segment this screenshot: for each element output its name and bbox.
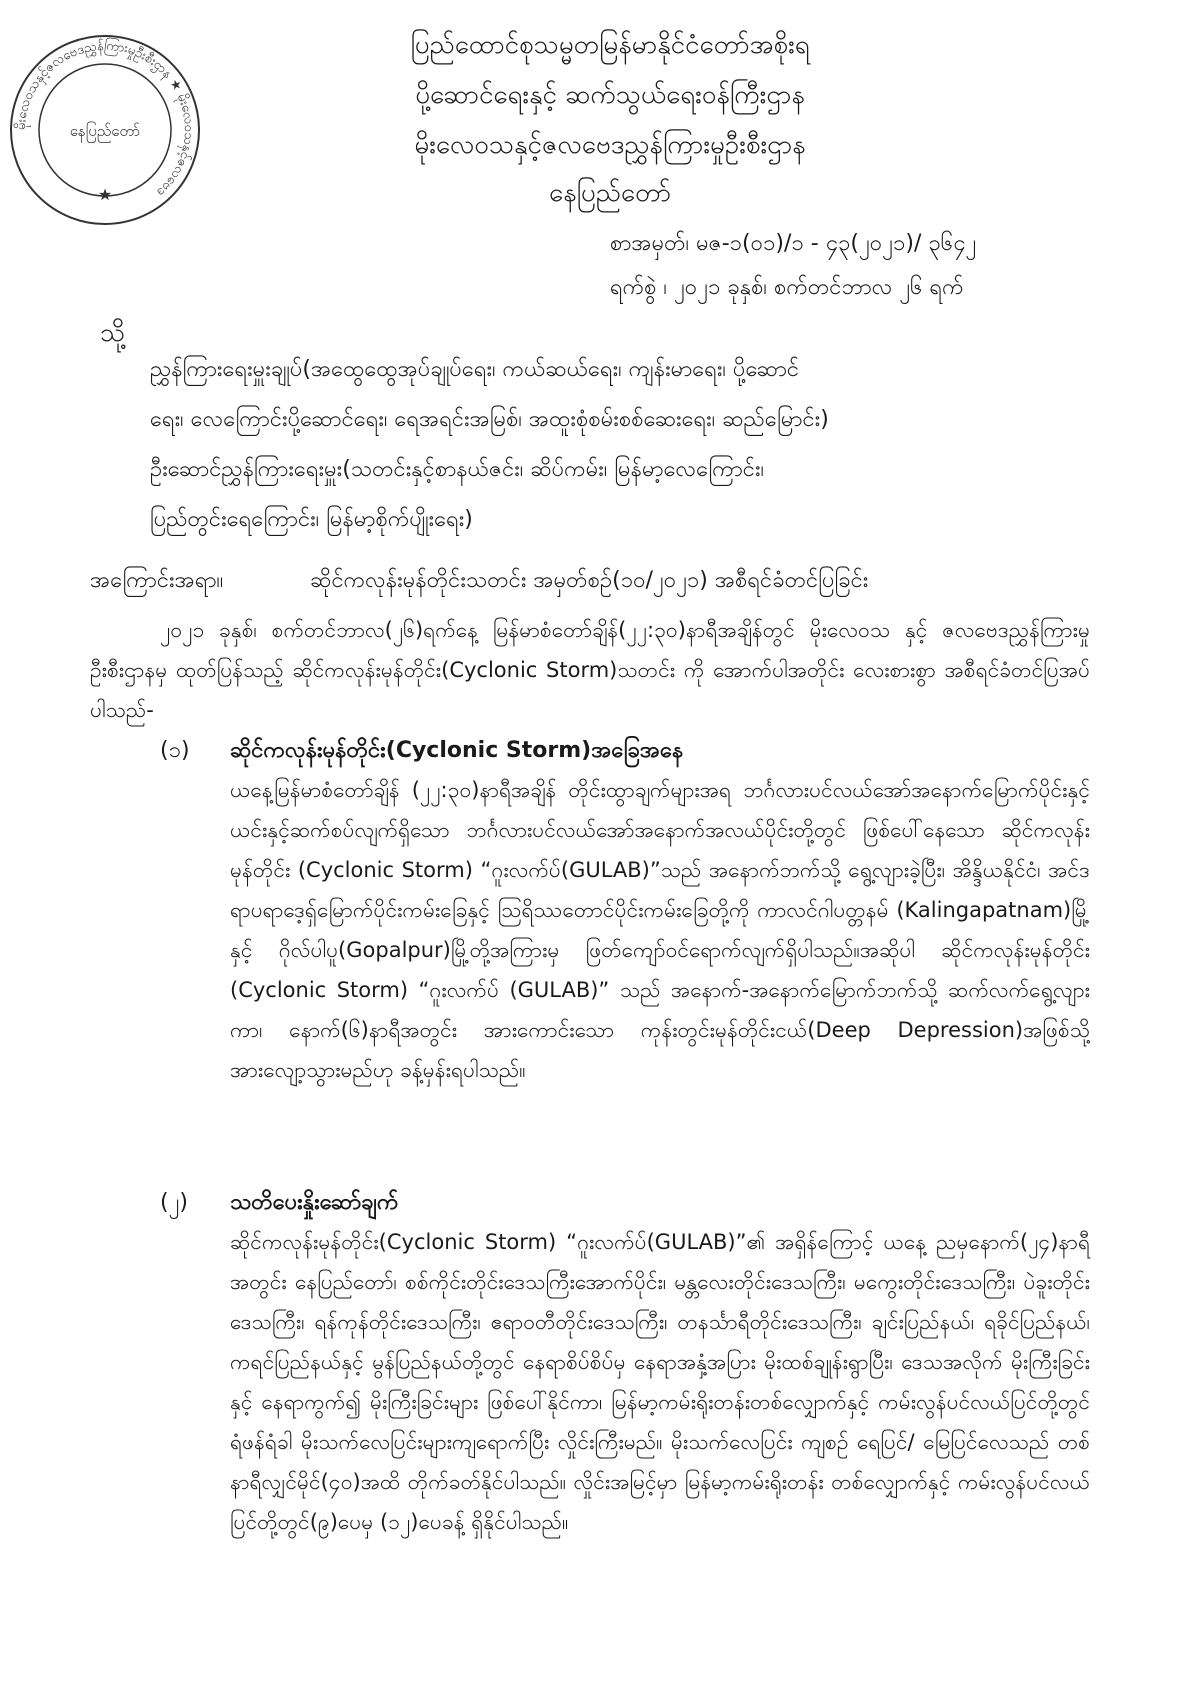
section-2-number: (၂)	[160, 1190, 188, 1215]
svg-text:နေပြည်တော်: နေပြည်တော်	[69, 122, 141, 140]
section-1-title: ဆိုင်ကလုန်းမုန်တိုင်း(Cyclonic Storm)အခြေအနေ	[230, 738, 684, 763]
svg-text:★: ★	[97, 185, 113, 204]
section-1-number: (၁)	[160, 738, 190, 763]
recipient-line: ဦးဆောင်ညွှန်ကြားရေးမှူး(သတင်းနှင့်စာနယ်ဇင်း၊ ဆိပ်ကမ်း၊ မြန်မာ့လေကြောင်း၊	[150, 457, 765, 482]
section-2-body: ဆိုင်ကလုန်းမုန်တိုင်း(Cyclonic Storm) “ဂူးလက်ပ်(GULAB)”၏ အရှိန်ကြောင့် ယနေ့ ညမှနောက်(၂၄)နာရီအတွင်း နေပြည်တော်၊ စစ်ကိုင်းတိုင်းဒေသကြီးအောက်ပိုင်း၊ မန္တလေးတိုင်းဒေသကြီး၊ မကွေးတိုင်းဒေသကြီး၊ ပဲခူးတိုင်းဒေသကြီး၊ ရန်ကုန်တိုင်းဒေသကြီး၊ ဧရာဝတီတိုင်းဒေသကြီး၊ တနင်္သာရီတိုင်းဒေသကြီး၊ ချင်းပြည်နယ်၊ ရခိုင်ပြည်နယ်၊ ကရင်ပြည်နယ်နှင့် မွန်ပြည်နယ်တို့တွင် နေရာစိပ်စိပ်မှ နေရာအနှံ့အပြား မိုးထစ်ချုန်းရွာပြီး၊ ဒေသအလိုက် မိုးကြီးခြင်းနှင့် နေရာကွက်၍ မိုးကြီးခြင်းများ ဖြစ်ပေါ်နိုင်ကာ၊ မြန်မာ့ကမ်းရိုးတန်းတစ်လျှောက်နှင့် ကမ်းလွန်ပင်လယ်ပြင်တို့တွင် ရံဖန်ရံခါ မိုးသက်လေပြင်းများကျရောက်ပြီး လှိုင်းကြီးမည်။ မိုးသက်လေပြင်း ကျစဉ် ရေပြင်/ မြေပြင်လေသည် တစ်နာရီလျှင်မိုင်(၄၀)အထိ တိုက်ခတ်နိုင်ပါသည်။ လှိုင်းအမြင့်မှာ မြန်မာ့ကမ်းရိုးတန်း တစ်လျှောက်နှင့် ကမ်းလွန်ပင်လယ်ပြင်တို့တွင်(၉)ပေမှ (၁၂)ပေခန့် ရှိနိုင်ပါသည်။	[230, 1230, 1090, 1534]
recipient-line: ပြည်တွင်းရေကြောင်း၊ မြန်မာ့စိုက်ပျိုးရေး)	[150, 507, 473, 532]
recipient-line: ညွှန်ကြားရေးမှူးချုပ်(အထွေထွေအုပ်ချုပ်ရေး၊ ကယ်ဆယ်ရေး၊ ကျန်းမာရေး၊ ပို့ဆောင်	[150, 357, 800, 382]
header-line-department: မိုးလေဝသနှင့်ဇလဗေဒညွှန်ကြားမှုဦးစီးဌာန	[414, 130, 806, 160]
header-line-ministry: ပို့ဆောင်ရေးနှင့် ဆက်သွယ်ရေးဝန်ကြီးဌာန	[415, 80, 805, 110]
section-2-title: သတိပေးနှိုးဆော်ချက်	[230, 1190, 399, 1215]
recipient-line: ရေး၊ လေကြောင်းပို့ဆောင်ရေး၊ ရေအရင်းအမြစ်၊ အထူးစုံစမ်းစစ်ဆေးရေး၊ ဆည်မြောင်း)	[150, 407, 829, 432]
svg-text:မိုးလေဝသနှင့်ဇလဗေဒညွှန်ကြားမှု: မိုးလေဝသနှင့်ဇလဗေဒညွှန်ကြားမှုဦးစီးဌာန ★ မိုးလေဝသနှင့်ဇလဗေဒ	[13, 38, 197, 200]
recipients-block	[150, 355, 1050, 555]
header-line-government: ပြည်ထောင်စုသမ္မတမြန်မာနိုင်ငံတော်အစိုးရ	[410, 30, 810, 60]
subject-line	[90, 565, 868, 598]
department-seal	[5, 30, 205, 230]
subject-label: အကြောင်းအရာ။	[90, 568, 224, 593]
header-line-location: နေပြည်တော်	[548, 178, 672, 208]
subject-title: ဆိုင်ကလုန်းမုန်တိုင်းသတင်း အမှတ်စဉ်(၁၀/၂၀၂၁) အစီရင်ခံတင်ပြခြင်း	[310, 568, 869, 593]
letter-date: ရက်စွဲ ၊ ၂၀၂၁ ခုနှစ်၊ စက်တင်ဘာလ ၂၆ ရက်	[610, 275, 964, 300]
to-label: သို့	[100, 318, 126, 348]
section-1-body: ယနေ့မြန်မာစံတော်ချိန် (၂၂:၃၀)နာရီအချိန် တိုင်းထွာချက်များအရ ဘင်္ဂလားပင်လယ်အော်အနောက်မြောက်ပိုင်းနှင့် ယင်းနှင့်ဆက်စပ်လျက်ရှိသော ဘင်္ဂလားပင်လယ်အော်အနောက်အလယ်ပိုင်းတို့တွင် ဖြစ်ပေါ်နေသော ဆိုင်ကလုန်းမုန်တိုင်း (Cyclonic Storm) “ဂူးလက်ပ်(GULAB)”သည် အနောက်ဘက်သို့ ရွေ့လျားခဲ့ပြီး၊ အိန္ဒိယနိုင်ငံ၊ အင်ဒရာပရာဒေ့ရှ်မြောက်ပိုင်းကမ်းခြေနှင့် သြရိဿတောင်ပိုင်းကမ်းခြေတို့ကို ကာလင်ဂါပတ္တနမ် (Kalingapatnam)မြို့နှင့် ဂိုလ်ပါပူ(Gopalpur)မြို့တို့အကြားမှ ဖြတ်ကျော်ဝင်ရောက်လျက်ရှိပါသည်။အဆိုပါ ဆိုင်ကလုန်းမုန်တိုင်း (Cyclonic Storm) “ဂူးလက်ပ် (GULAB)” သည် အနောက်-အနောက်မြောက်ဘက်သို့ ဆက်လက်ရွေ့လျားကာ၊ နောက်(၆)နာရီအတွင်း အားကောင်းသော ကုန်းတွင်းမုန်တိုင်းငယ်(Deep Depression)အဖြစ်သို့ အားလျော့သွားမည်ဟု ခန့်မှန်းရပါသည်။	[230, 778, 1090, 1082]
intro-paragraph: ၂၀၂၁ ခုနှစ်၊ စက်တင်ဘာလ(၂၆)ရက်နေ့ မြန်မာစံတော်ချိန်(၂၂:၃၀)နာရီအချိန်တွင် မိုးလေဝသ နှင့် ဇလဗေဒညွှန်ကြားမှုဦးစီးဌာနမှ ထုတ်ပြန်သည့် ဆိုင်ကလုန်းမုန်တိုင်း(Cyclonic Storm)သတင်း ကို အောက်ပါအတိုင်း လေးစားစွာ အစီရင်ခံတင်ပြအပ်ပါသည်-	[90, 618, 1090, 722]
letter-number: စာအမှတ်၊ မဇ-၁(၀၁)/၁ - ၄၃(၂၀၂၁)/ ၃၆၄၂	[610, 231, 977, 256]
